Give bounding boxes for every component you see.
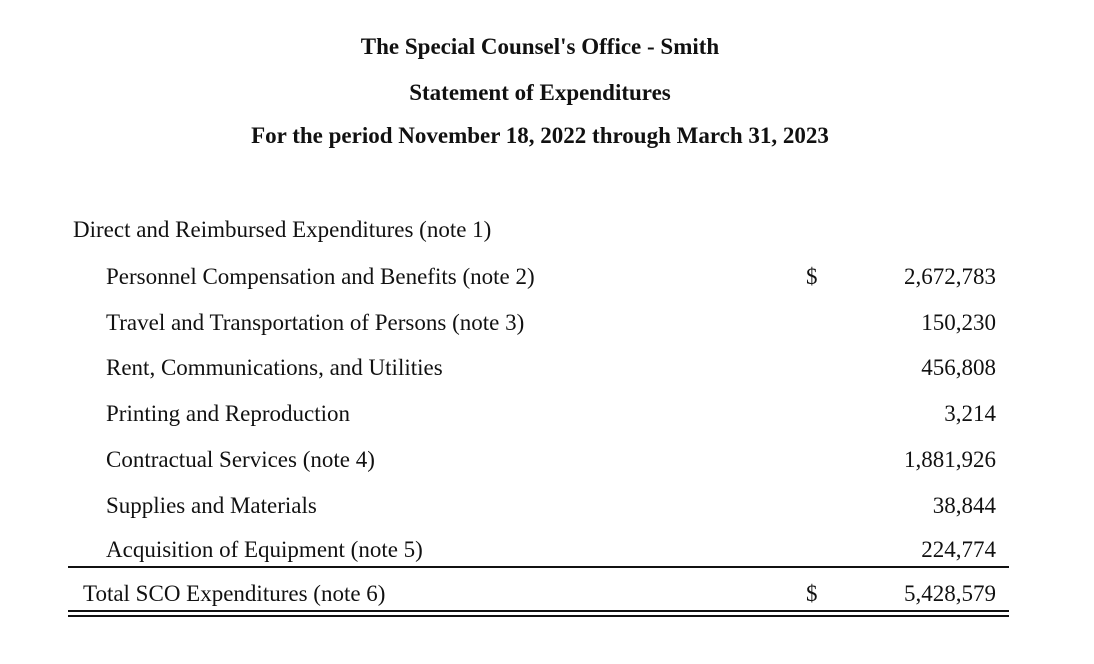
statement-period: For the period November 18, 2022 through March 31, 2023 bbox=[251, 123, 829, 148]
row-label-travel: Travel and Transportation of Persons (note 3) bbox=[106, 310, 525, 335]
total-double-rule-top bbox=[68, 610, 1009, 612]
section-title: Direct and Reimbursed Expenditures (note 1) bbox=[73, 217, 492, 242]
row-label-printing: Printing and Reproduction bbox=[106, 401, 351, 426]
statement-subtitle: Statement of Expenditures bbox=[409, 80, 671, 105]
row-label-contractual: Contractual Services (note 4) bbox=[106, 447, 375, 472]
row-currency-symbol: $ bbox=[806, 264, 818, 289]
statement-title: The Special Counsel's Office - Smith bbox=[360, 34, 720, 59]
total-amount: 5,428,579 bbox=[904, 581, 996, 606]
total-label: Total SCO Expenditures (note 6) bbox=[83, 581, 386, 606]
row-label-equipment: Acquisition of Equipment (note 5) bbox=[106, 537, 423, 562]
row-label-personnel: Personnel Compensation and Benefits (note 2) bbox=[106, 264, 535, 289]
total-double-rule-bottom bbox=[68, 615, 1009, 617]
row-amount-supplies: 38,844 bbox=[932, 493, 996, 518]
subtotal-rule bbox=[68, 566, 1009, 568]
row-amount-contractual: 1,881,926 bbox=[904, 447, 996, 472]
row-amount-printing: 3,214 bbox=[944, 401, 996, 426]
total-currency-symbol: $ bbox=[806, 581, 818, 606]
row-label-supplies: Supplies and Materials bbox=[106, 493, 317, 518]
row-label-rent: Rent, Communications, and Utilities bbox=[106, 355, 443, 380]
row-amount-rent: 456,808 bbox=[921, 355, 996, 380]
row-amount-personnel: 2,672,783 bbox=[904, 264, 996, 289]
row-amount-equipment: 224,774 bbox=[921, 537, 996, 562]
row-amount-travel: 150,230 bbox=[921, 310, 996, 335]
